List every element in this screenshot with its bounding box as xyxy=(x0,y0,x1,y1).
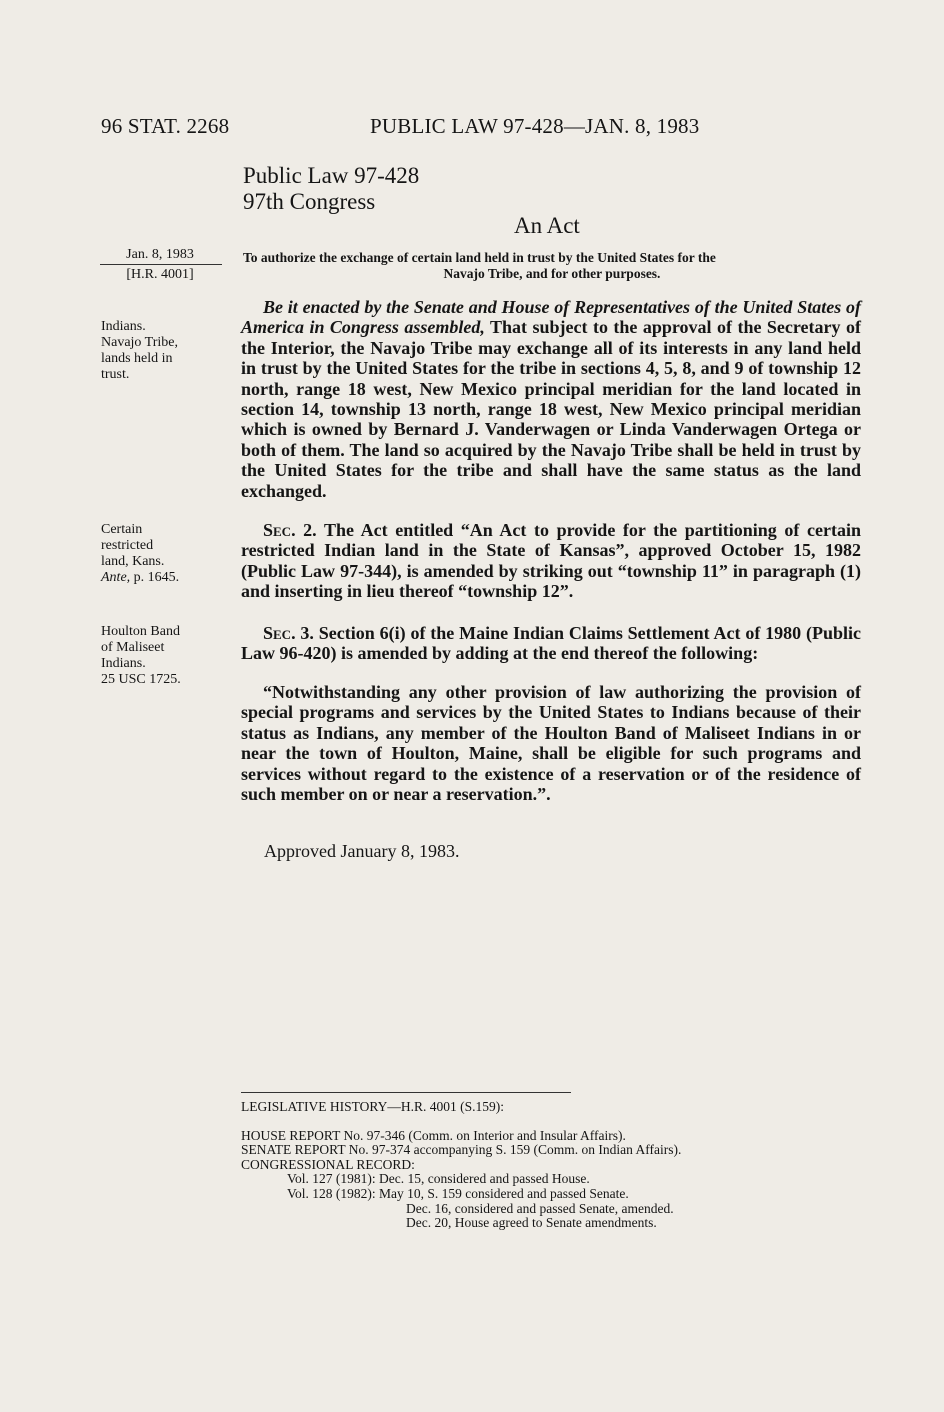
record-vol-128-dec-16: Dec. 16, considered and passed Senate, amended. xyxy=(406,1200,674,1216)
enacting-clause: Be it enacted by the Senate and House of Representatives of the United States of America in Congress assembled, xyxy=(241,297,861,338)
legislative-history-divider xyxy=(241,1092,571,1093)
running-header: PUBLIC LAW 97-428—JAN. 8, 1983 xyxy=(370,114,700,138)
section-2-text: The Act entitled “An Act to provide for the partitioning of certain restricted Indian land in the State of Kansas”, approved October 15, 1982 (Public Law 97-344), is amended by striking out “township 11” in paragraph (1) and inserting in lieu thereof “township 12”. xyxy=(241,520,861,602)
record-vol-128: Vol. 128 (1982): May 10, S. 159 considered and passed Senate. xyxy=(287,1185,629,1201)
section-1-text: That subject to the approval of the Secretary of the Interior, the Navajo Tribe may exchange all of its interests in any land held in trust by the United States for the tribe in sections 4, 5, 8, and 9 of township 12 north, range 18 west, New Mexico principal meridian for the land located in section 14, township 13 north, range 18 west, New Mexico principal meridian which is owned by Bernard J. Vanderwagen or Linda Vanderwagen Ortega or both of them. The land so acquired by the Navajo Tribe shall be held in trust by the United States for the tribe and shall have the same status as the land exchanged. xyxy=(241,317,861,501)
congressional-record: CONGRESSIONAL RECORD: xyxy=(241,1156,415,1172)
record-vol-128-dec-20: Dec. 20, House agreed to Senate amendments. xyxy=(406,1215,657,1231)
section-2-label: Sec. 2. xyxy=(263,520,317,540)
section-3-paragraph xyxy=(241,623,861,664)
purpose-line-1: To authorize the exchange of certain land held in trust by the United States for the xyxy=(243,250,716,265)
margin-note-navajo: Indians. Navajo Tribe, lands held in trust. xyxy=(101,319,178,382)
house-report: HOUSE REPORT No. 97-346 (Comm. on Interior and Insular Affairs). xyxy=(241,1127,626,1143)
section-3-text: Section 6(i) of the Maine Indian Claims Settlement Act of 1980 (Public Law 96-420) is amended by adding at the end thereof the following: xyxy=(241,623,861,664)
purpose-line-2: Navajo Tribe, and for other purposes. xyxy=(443,266,661,281)
legislative-history xyxy=(241,1100,681,1231)
ante-label: Ante, xyxy=(101,570,131,585)
quoted-amendment: “Notwithstanding any other provision of law authorizing the provision of special programs and services by the United States to Indians because of their status as Indians, any member of the Houlton Band of Maliseet Indians in or near the town of Houlton, Maine, shall be eligible for such programs and services without regard to the existence of a reservation or of the residence of such member on or near a reservation.”. xyxy=(241,682,861,805)
approval-date: Approved January 8, 1983. xyxy=(264,841,460,861)
congress-number: 97th Congress xyxy=(243,189,376,214)
page-stat-reference: 96 STAT. 2268 xyxy=(101,114,230,138)
margin-note-kansas: Certain restricted land, Kans. Ante, p. 1645. xyxy=(101,522,180,585)
date-bill-block xyxy=(100,247,220,283)
bill-number: [H.R. 4001] xyxy=(126,267,194,282)
law-number: Public Law 97-428 xyxy=(243,163,420,188)
margin-note-houlton: Houlton Band of Maliseet Indians. 25 USC 1725. xyxy=(101,624,181,687)
legislative-history-heading: LEGISLATIVE HISTORY—H.R. 4001 (S.159): xyxy=(241,1099,504,1114)
section-1-paragraph xyxy=(241,297,861,501)
date-divider xyxy=(100,264,222,265)
senate-report: SENATE REPORT No. 97-374 accompanying S. 159 (Comm. on Indian Affairs). xyxy=(241,1142,682,1158)
section-2-paragraph xyxy=(241,520,861,602)
enactment-date: Jan. 8, 1983 xyxy=(126,247,194,262)
record-vol-127: Vol. 127 (1981): Dec. 15, considered and passed House. xyxy=(287,1171,590,1187)
act-label: An Act xyxy=(514,213,580,238)
purpose-statement xyxy=(243,250,861,282)
section-3-label: Sec. 3. xyxy=(263,623,314,643)
